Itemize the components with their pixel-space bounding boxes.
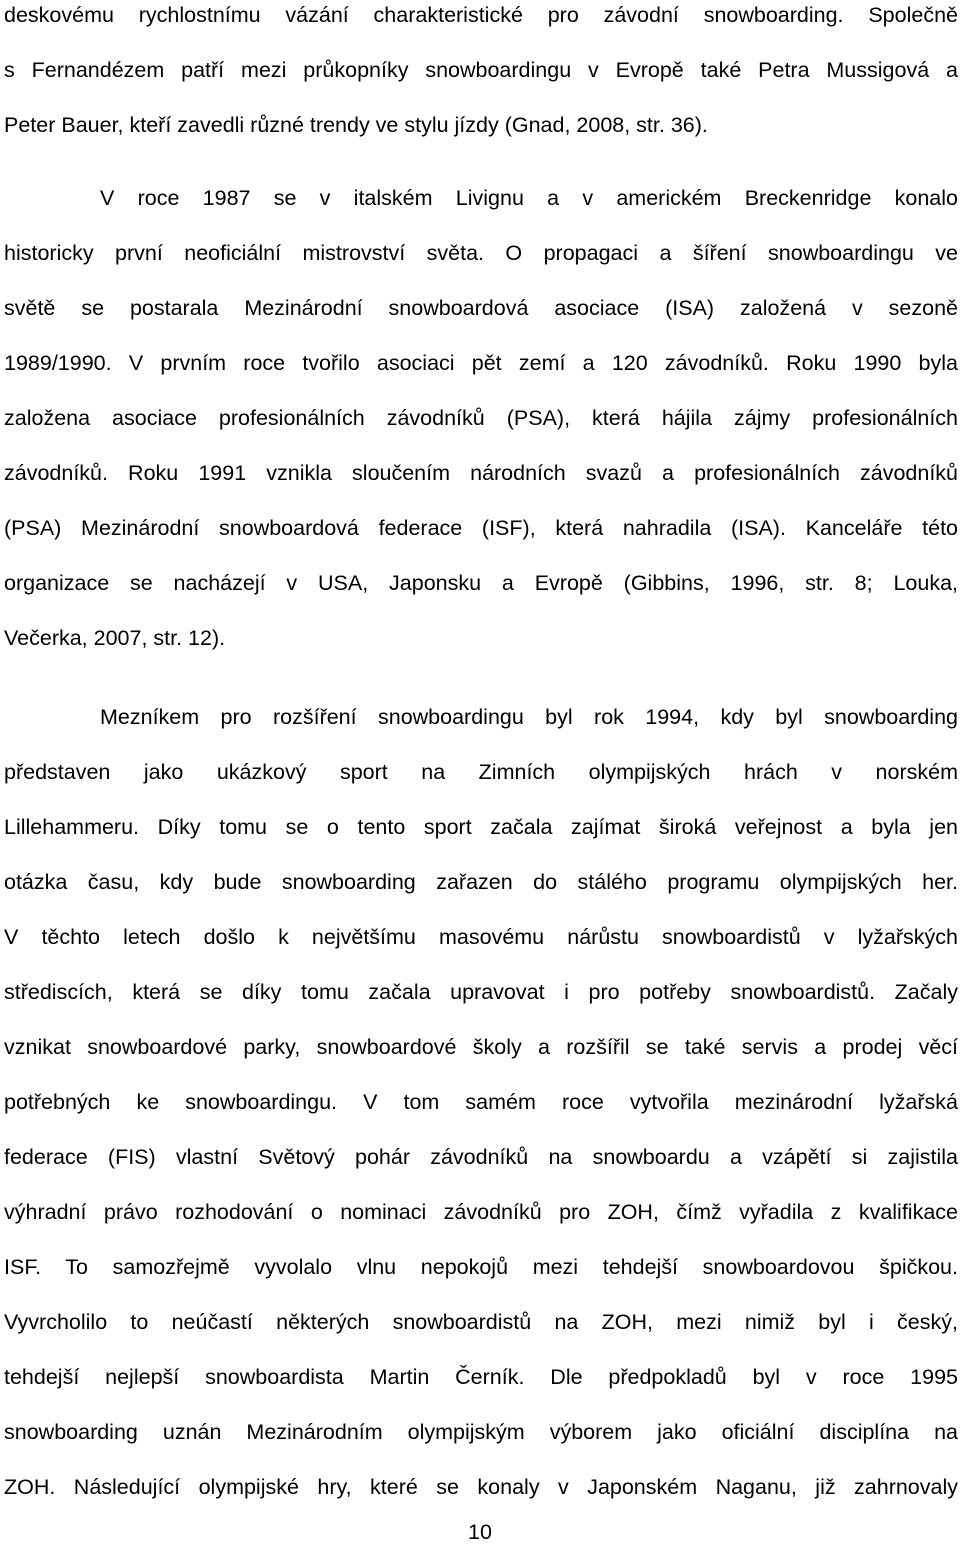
text-line: střediscích, která se díky tomu začala upravovat i pro potřeby snowboardistů. Začaly — [4, 980, 958, 1004]
text-line: závodníků. Roku 1991 vznikla sloučením národních svazů a profesionálních závodníků — [4, 461, 958, 485]
text-line: Lillehammeru. Díky tomu se o tento sport začala zajímat široká veřejnost a byla jen — [4, 815, 958, 839]
text-line: světě se postarala Mezinárodní snowboardová asociace (ISA) založená v sezoně — [4, 296, 958, 320]
text-line: Večerka, 2007, str. 12). — [4, 626, 226, 650]
text-line: s Fernandézem patří mezi průkopníky snowboardingu v Evropě také Petra Mussigová a — [4, 58, 958, 82]
text-line: federace (FIS) vlastní Světový pohár závodníků na snowboardu a vzápětí si zajistila — [4, 1145, 958, 1169]
text-line: ZOH. Následující olympijské hry, které se konaly v Japonském Naganu, již zahrnovaly — [4, 1475, 958, 1499]
text-line: deskovému rychlostnímu vázání charakteristické pro závodní snowboarding. Společně — [4, 3, 958, 27]
text-line: ISF. To samozřejmě vyvolalo vlnu nepokojů mezi tehdejší snowboardovou špičkou. — [4, 1255, 958, 1279]
text-line: (PSA) Mezinárodní snowboardová federace (ISF), která nahradila (ISA). Kanceláře této — [4, 516, 958, 540]
text-line: založena asociace profesionálních závodníků (PSA), která hájila zájmy profesionálních — [4, 406, 958, 430]
page-number: 10 — [468, 1520, 492, 1544]
text-line: výhradní právo rozhodování o nominaci závodníků pro ZOH, čímž vyřadila z kvalifikace — [4, 1200, 958, 1224]
text-line: Mezníkem pro rozšíření snowboardingu byl rok 1994, kdy byl snowboarding — [100, 705, 958, 729]
text-line: Vyvrcholilo to neúčastí některých snowboardistů na ZOH, mezi nimiž byl i český, — [4, 1310, 958, 1334]
text-line: představen jako ukázkový sport na Zimních olympijských hrách v norském — [4, 760, 958, 784]
text-line: organizace se nacházejí v USA, Japonsku a Evropě (Gibbins, 1996, str. 8; Louka, — [4, 571, 958, 595]
text-line: historicky první neoficiální mistrovství světa. O propagaci a šíření snowboardingu ve — [4, 241, 958, 265]
text-line: potřebných ke snowboardingu. V tom samém roce vytvořila mezinárodní lyžařská — [4, 1090, 958, 1114]
text-line: vznikat snowboardové parky, snowboardové školy a rozšířil se také servis a prodej věcí — [4, 1035, 958, 1059]
text-line: Peter Bauer, kteří zavedli různé trendy ve stylu jízdy (Gnad, 2008, str. 36). — [4, 113, 708, 137]
text-line: otázka času, kdy bude snowboarding zařazen do stálého programu olympijských her. — [4, 870, 958, 894]
text-line: tehdejší nejlepší snowboardista Martin Černík. Dle předpokladů byl v roce 1995 — [4, 1365, 958, 1389]
text-line: snowboarding uznán Mezinárodním olympijským výborem jako oficiální disciplína na — [4, 1420, 958, 1444]
text-line: V roce 1987 se v italském Livignu a v americkém Breckenridge konalo — [100, 186, 958, 210]
text-line: V těchto letech došlo k největšímu masovému nárůstu snowboardistů v lyžařských — [4, 925, 958, 949]
text-line: 1989/1990. V prvním roce tvořilo asociaci pět zemí a 120 závodníků. Roku 1990 byla — [4, 351, 958, 375]
